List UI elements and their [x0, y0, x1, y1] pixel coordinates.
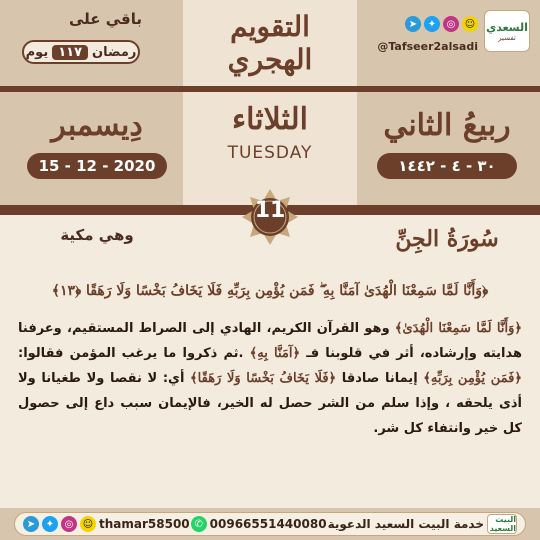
tafsir-text: .ثم ذكروا ما يرغب المؤمن فقالوا: — [18, 346, 250, 361]
footer-service-label: خدمة البيت السعيد الدعوية — [327, 517, 484, 531]
day-number: 11 — [254, 198, 286, 223]
footer-bar — [14, 512, 526, 536]
brand-logo-sub: تفسير — [498, 33, 516, 42]
brand-handle[interactable]: @Tafseer2alsadi — [377, 40, 478, 53]
tafsir-text: أي: لا نقصا ولا طغيانا ولا أذى يلحقه ، وإذا سلم من الشر حصل له الخير، فالإيمان سبب داع إلى حصول كل خير وانتفاء كل شر. — [18, 371, 522, 436]
footer-service — [328, 514, 517, 534]
footer-logo: البيت السعيد — [487, 514, 517, 534]
footer — [0, 508, 540, 540]
ramadan-countdown — [22, 40, 140, 64]
countdown-unit: يوم — [25, 44, 49, 60]
brand-logo — [484, 10, 530, 52]
footer-phone-number[interactable]: 00966551440080 — [209, 517, 327, 531]
tafsir-quote: ﴿فَمَن يُؤْمِن بِرَبِّهِ﴾ — [423, 371, 522, 386]
surah-name: سُورَةُ الجِنِّ — [395, 226, 499, 252]
instagram-icon[interactable]: ◎ — [61, 516, 77, 532]
snapchat-icon[interactable]: ☺ — [80, 516, 96, 532]
instagram-icon[interactable]: ◎ — [443, 16, 459, 32]
twitter-icon[interactable]: ✦ — [424, 16, 440, 32]
telegram-icon[interactable]: ➤ — [405, 16, 421, 32]
social-icons — [405, 16, 478, 32]
whatsapp-icon[interactable]: ✆ — [191, 516, 207, 532]
brand-block — [377, 10, 530, 70]
hijri-month: ربيعُ الثاني — [383, 108, 511, 143]
countdown-month: رمضان — [92, 44, 137, 60]
hijri-date-block — [372, 108, 522, 179]
remaining-label: باقي على — [68, 10, 142, 28]
tafsir-paragraph — [18, 316, 522, 441]
footer-handle[interactable]: thamar58500 — [99, 517, 190, 531]
surah-type: وهي مكية — [60, 226, 134, 244]
footer-socials — [23, 516, 190, 532]
twitter-icon[interactable]: ✦ — [42, 516, 58, 532]
day-english: TUESDAY — [227, 143, 313, 163]
hijri-date: ٣٠ - ٤ - ١٤٤٢ — [377, 153, 517, 179]
tafsir-text: إيمانا صادقا — [336, 371, 424, 386]
telegram-icon[interactable]: ➤ — [23, 516, 39, 532]
snapchat-icon[interactable]: ☺ — [462, 16, 478, 32]
tafsir-quote: ﴿وَأَنَّا لَمَّا سَمِعْنَا الْهُدَىٰ﴾ — [394, 321, 522, 336]
gregorian-date-block — [22, 108, 172, 179]
page-title: التقويم الهجري — [227, 10, 313, 76]
verse-text: ﴿وَأَنَّا لَمَّا سَمِعْنَا الْهُدَىٰ آمَنَّا بِهِ ۖ فَمَن يُؤْمِن بِرَبِّهِ فَلَا يَخَافُ بَخْسًا وَلَا رَهَقًا ﴿١٣﴾ — [51, 283, 489, 299]
day-arabic: الثلاثاء — [231, 102, 309, 137]
tafsir-text: وهو القرآن الكريم، الهادي إلى الصراط المستقيم، وعرفنا هدايته وإرشاده، أثر في قلوبنا فـ — [18, 321, 522, 361]
gregorian-date: 15 - 12 - 2020 — [27, 153, 167, 179]
brand-logo-text: السعدي — [486, 20, 528, 34]
tafsir-quote: ﴿فَلَا يَخَافُ بَخْسًا وَلَا رَهَقًا﴾ — [190, 371, 337, 386]
tafsir-quote: ﴿آمَنَّا بِهِ﴾ — [249, 346, 301, 361]
gregorian-month: دِيسمبر — [51, 108, 143, 143]
countdown-days: ١١٧ — [52, 45, 88, 60]
footer-phone — [191, 516, 327, 532]
